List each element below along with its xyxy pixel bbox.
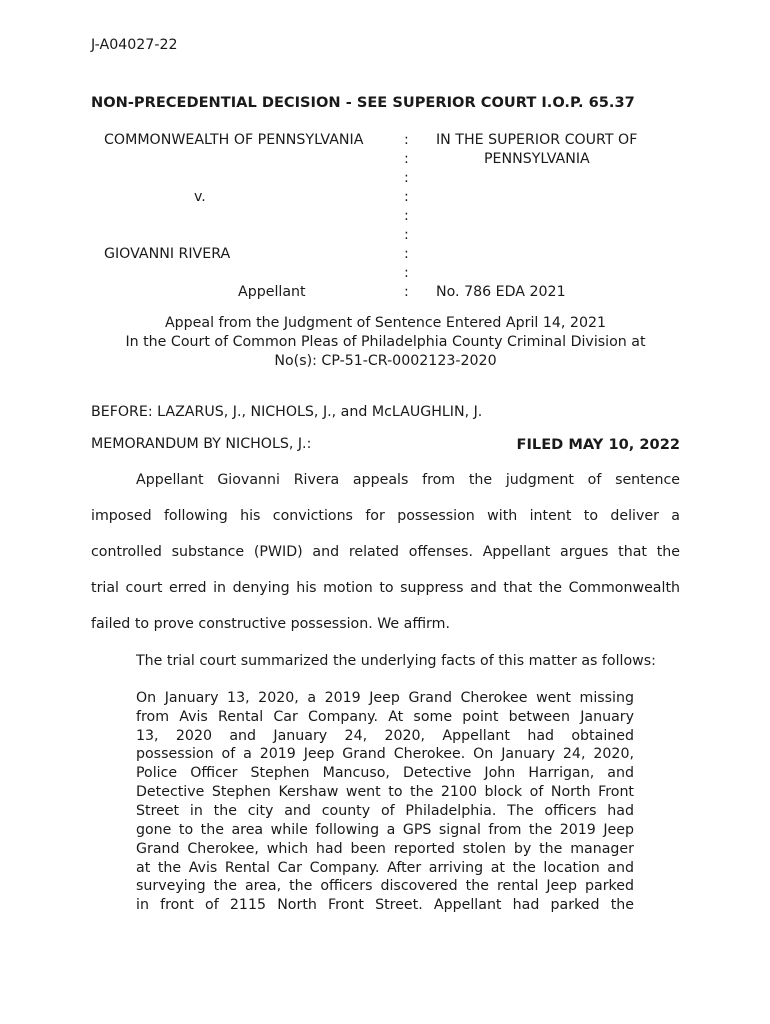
docket-number: J-A04027-22	[91, 37, 178, 53]
versus: v.	[194, 189, 206, 205]
caption-colon: :	[404, 246, 409, 262]
panel-judges: BEFORE: LAZARUS, J., NICHOLS, J., and McLAUGHLIN, J.	[91, 404, 483, 420]
court-name-line-2: PENNSYLVANIA	[484, 151, 590, 167]
quote-line: surveying the area, the officers discovered the rental Jeep parked	[136, 878, 634, 894]
quote-line: possession of a 2019 Jeep Grand Cherokee. On January 24, 2020,	[136, 746, 634, 762]
party-appellant-role: Appellant	[238, 284, 306, 300]
party-commonwealth: COMMONWEALTH OF PENNSYLVANIA	[104, 132, 364, 148]
appeal-info-line-1: Appeal from the Judgment of Sentence Entered April 14, 2021	[164, 315, 607, 331]
body-line: trial court erred in denying his motion to suppress and that the Commonwealth	[91, 580, 680, 596]
body-line: controlled substance (PWID) and related offenses. Appellant argues that the	[91, 544, 680, 560]
quote-line: gone to the area while following a GPS signal from the 2019 Jeep	[136, 822, 634, 838]
quote-line: in front of 2115 North Front Street. Appellant had parked the	[136, 897, 634, 913]
quote-line: Grand Cherokee, which had been reported stolen by the manager	[136, 841, 634, 857]
caption-colon: :	[404, 189, 409, 205]
memorandum-author: MEMORANDUM BY NICHOLS, J.:	[91, 436, 312, 452]
caption-colon: :	[404, 265, 409, 281]
quote-line: Police Officer Stephen Mancuso, Detective John Harrigan, and	[136, 765, 634, 781]
caption-colon: :	[404, 151, 409, 167]
non-precedential-notice: NON-PRECEDENTIAL DECISION - SEE SUPERIOR COURT I.O.P. 65.37	[91, 94, 635, 111]
case-number: No. 786 EDA 2021	[436, 284, 566, 300]
body-line: The trial court summarized the underlying facts of this matter as follows:	[136, 653, 656, 669]
body-line: imposed following his convictions for possession with intent to deliver a	[91, 508, 680, 524]
quote-line: Detective Stephen Kershaw went to the 2100 block of North Front	[136, 784, 634, 800]
caption-colon: :	[404, 208, 409, 224]
court-name-line-1: IN THE SUPERIOR COURT OF	[436, 132, 638, 148]
quote-line: from Avis Rental Car Company. At some point between January	[136, 709, 634, 725]
caption-colon: :	[404, 227, 409, 243]
appeal-info-line-2: In the Court of Common Pleas of Philadelphia County Criminal Division at	[125, 334, 646, 350]
quote-line: at the Avis Rental Car Company. After arriving at the location and	[136, 860, 634, 876]
appeal-info-line-3: No(s): CP-51-CR-0002123-2020	[274, 353, 497, 369]
quote-line: 13, 2020 and January 24, 2020, Appellant had obtained	[136, 728, 634, 744]
caption-colon: :	[404, 170, 409, 186]
filed-date: FILED MAY 10, 2022	[516, 436, 680, 453]
caption-colon: :	[404, 284, 409, 300]
body-line: failed to prove constructive possession. We affirm.	[91, 616, 450, 632]
quote-line: Street in the city and county of Philadelphia. The officers had	[136, 803, 634, 819]
party-appellant-name: GIOVANNI RIVERA	[104, 246, 231, 262]
quote-line: On January 13, 2020, a 2019 Jeep Grand Cherokee went missing	[136, 690, 634, 706]
caption-colon: :	[404, 132, 409, 148]
body-line: Appellant Giovanni Rivera appeals from the judgment of sentence	[136, 472, 680, 488]
